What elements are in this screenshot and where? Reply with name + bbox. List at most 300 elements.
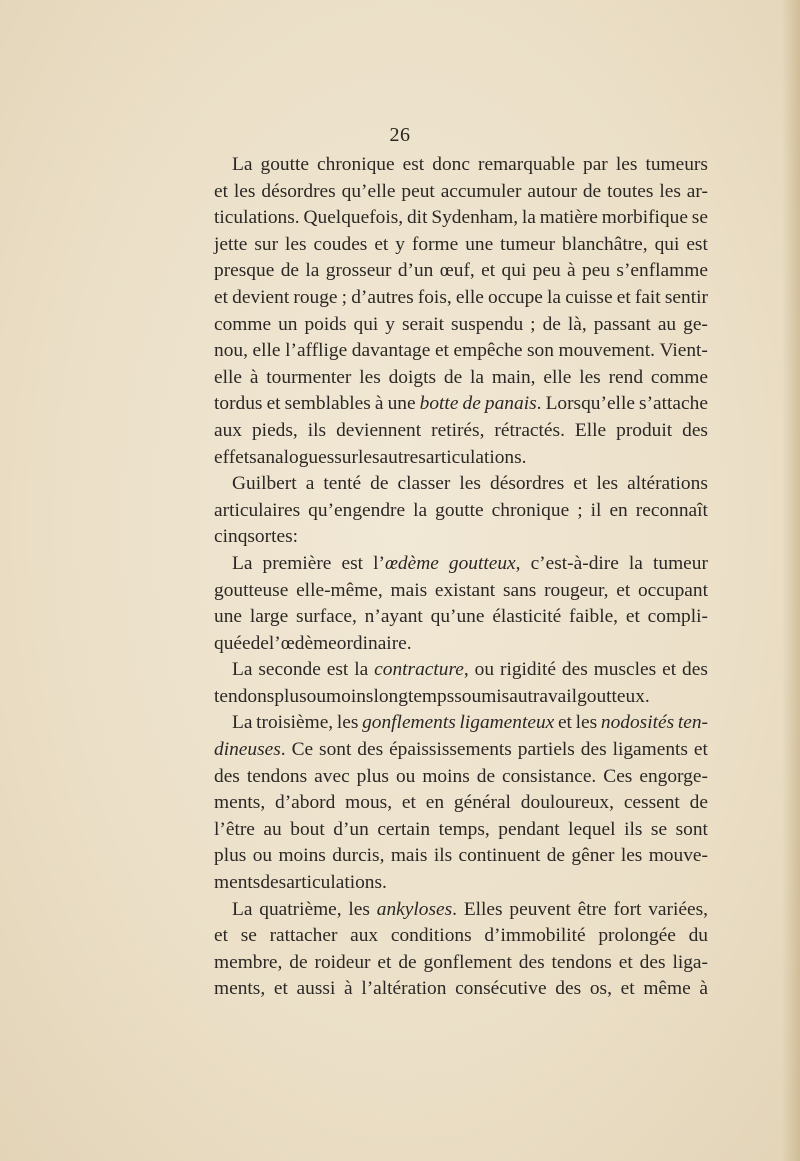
word: tendons (246, 765, 308, 787)
word: presque (214, 260, 275, 282)
word: par (583, 154, 608, 175)
word: les (575, 712, 598, 734)
word: désordres (490, 473, 565, 495)
word: de (689, 792, 708, 814)
word: tumeur (652, 552, 708, 574)
word: y (395, 233, 405, 255)
word: l’afflige (285, 340, 348, 362)
word: mais (390, 845, 428, 867)
word: se (650, 818, 668, 840)
text-line (214, 710, 708, 737)
text-line (214, 498, 708, 525)
word: ; (577, 499, 583, 521)
word: s’attache (639, 393, 708, 415)
text-line (214, 976, 708, 1003)
word: et (214, 286, 228, 308)
word: et (481, 260, 496, 282)
word: des (518, 951, 545, 973)
word: les (357, 446, 380, 468)
word: elle (543, 366, 572, 388)
word: l’œdème (373, 552, 439, 574)
word: au (263, 818, 282, 840)
word: gonflement (423, 951, 512, 973)
word: elle (455, 286, 484, 308)
word: poids (304, 313, 347, 335)
word: surface, (296, 606, 357, 628)
word: les (233, 180, 256, 202)
word: son (527, 340, 554, 362)
word: les (579, 366, 601, 388)
word: ments, (214, 792, 266, 814)
word: ils (624, 818, 643, 840)
word: tourmenter (266, 366, 352, 388)
word: et (616, 579, 631, 601)
text-line (214, 445, 708, 472)
word: au (509, 685, 528, 707)
word: des (682, 419, 708, 441)
word: comme (650, 366, 708, 388)
word: sur (254, 233, 279, 255)
word: goutteuse (214, 579, 289, 601)
text-line (214, 418, 708, 445)
word: la (305, 260, 320, 282)
word: rétractés. (494, 419, 565, 441)
word: accumuler (440, 180, 522, 202)
word: coudes (313, 233, 368, 255)
word: rouge (293, 286, 338, 308)
word: une (465, 233, 494, 255)
text-line (214, 365, 708, 392)
word: du (688, 925, 708, 947)
word: nodosités (600, 712, 675, 734)
word: rigidité (499, 659, 556, 681)
text-line (214, 524, 708, 551)
word: n’ayant (364, 606, 423, 628)
word: de (398, 951, 417, 973)
word: ligaments (612, 739, 688, 761)
word: les (285, 233, 307, 255)
word: d’autres (351, 286, 414, 308)
word: et (625, 606, 640, 628)
word: aussi (296, 978, 336, 1000)
word: au (657, 313, 677, 335)
word: et (273, 978, 288, 1000)
word: continuent (458, 845, 541, 867)
word: d’un (397, 260, 434, 282)
word: la (628, 552, 643, 574)
word: prolongée (598, 925, 676, 947)
word: : (292, 526, 299, 548)
word: peu (532, 260, 561, 282)
word: Ces (603, 765, 633, 787)
word: la (547, 286, 562, 308)
text-line (214, 152, 708, 179)
word: de (443, 366, 463, 388)
word: de (280, 260, 299, 282)
text-line (214, 471, 708, 498)
word: l’être (214, 818, 255, 840)
word: de (476, 765, 496, 787)
word: qui (353, 313, 379, 335)
text-line (214, 205, 708, 232)
word: ils (307, 419, 327, 441)
word: sur (334, 446, 358, 468)
word: troisième, (256, 712, 334, 734)
word: ge- (683, 313, 708, 335)
word: goutte (435, 499, 484, 521)
word: et (557, 712, 572, 734)
word: engorge- (639, 765, 708, 787)
word: contracture, (374, 659, 469, 681)
word: une (214, 606, 242, 628)
word: empêche (453, 340, 523, 362)
word: qu’engendre (308, 499, 406, 521)
word: lequel (568, 818, 616, 840)
word: de (250, 632, 269, 654)
text-line (214, 843, 708, 870)
word: fait (634, 286, 661, 308)
word: blanchâtre, (562, 233, 648, 255)
text-line (214, 631, 708, 658)
word: rend (608, 366, 644, 388)
word: moins (278, 845, 326, 867)
word: Guilbert (232, 473, 297, 495)
word: qu’elle (341, 180, 396, 202)
text-line (214, 604, 708, 631)
word: est (326, 659, 349, 681)
text-line (214, 551, 708, 578)
word: et (618, 951, 633, 973)
word: et (616, 286, 631, 308)
word: La (232, 659, 253, 681)
word: qui (501, 260, 527, 282)
word: matière (539, 207, 598, 229)
word: existant (434, 579, 496, 601)
word: à (249, 366, 259, 388)
word: tordus (214, 393, 263, 415)
word: compli- (647, 606, 708, 628)
word: mous, (345, 792, 393, 814)
word: serait (401, 313, 444, 335)
word: et (573, 473, 588, 495)
word: mais (390, 579, 428, 601)
word: bout (290, 818, 325, 840)
word: botte (419, 393, 459, 415)
word: travail (527, 685, 578, 707)
word: et (401, 792, 416, 814)
word: effets (214, 446, 257, 468)
word: chronique (317, 154, 395, 175)
text-line (214, 950, 708, 977)
word: d’immobilité (484, 925, 586, 947)
word: ligamenteux (459, 712, 555, 734)
word: première (262, 552, 332, 574)
word: semblables (284, 393, 371, 415)
word: main, (491, 366, 536, 388)
word: grosseur (325, 260, 392, 282)
page-edge-shadow (782, 0, 800, 1161)
word: dineuses. (214, 739, 286, 761)
word: moins (422, 765, 470, 787)
word: articulations. (286, 872, 387, 894)
word: et (377, 951, 392, 973)
word: quatrième, (259, 898, 342, 920)
word: à (344, 978, 353, 1000)
word: toutes (607, 180, 654, 202)
word: ticulations. (214, 207, 300, 229)
word: altérations (627, 473, 708, 495)
word: plus (214, 845, 247, 867)
word: sont (319, 739, 352, 761)
word: ; (530, 313, 536, 335)
word: général (453, 792, 511, 814)
word: partiels (517, 739, 575, 761)
word: membre, (214, 951, 283, 973)
word: de (462, 393, 481, 415)
text-line (214, 923, 708, 950)
word: La (232, 712, 253, 734)
word: nou, (214, 340, 248, 362)
word: articulations. (425, 446, 527, 468)
word: les (348, 898, 370, 920)
word: il (590, 499, 602, 521)
word: retirés, (431, 419, 485, 441)
word: qui (654, 233, 680, 255)
word: ments, (214, 978, 266, 1000)
word: les (336, 712, 359, 734)
word: tumeur (500, 233, 556, 255)
word: Lorsqu’elle (545, 393, 635, 415)
word: se (240, 925, 257, 947)
word: consistance. (502, 765, 597, 787)
word: panais. (484, 393, 542, 415)
word: davantage (351, 340, 431, 362)
word: La (232, 552, 253, 574)
text-line (214, 232, 708, 259)
text-line (214, 684, 708, 711)
word: les (596, 473, 619, 495)
word: Sydenham, (431, 207, 519, 229)
word: mouvement. (558, 340, 655, 362)
word: c’est-à-dire (530, 552, 619, 574)
word: sont (675, 818, 708, 840)
word: et (374, 233, 389, 255)
word: sans (502, 579, 537, 601)
word: chronique (491, 499, 570, 521)
word: avec (314, 765, 350, 787)
word: goutteux. (577, 685, 650, 707)
word: large (249, 606, 289, 628)
word: jette (214, 233, 248, 255)
word: conditions (390, 925, 472, 947)
word: une (387, 393, 416, 415)
word: moins (326, 685, 374, 707)
word: tendons (551, 951, 612, 973)
word: des (682, 659, 708, 681)
word: Vient- (659, 340, 708, 362)
word: gêner (571, 845, 615, 867)
text-line (214, 285, 708, 312)
word: désordres (261, 180, 336, 202)
word: d’un (333, 818, 369, 840)
word: cessent (623, 792, 680, 814)
word: muscles (593, 659, 657, 681)
word: l’œdème (268, 632, 337, 654)
word: et (214, 925, 228, 947)
word: reconnaît (635, 499, 708, 521)
text-line (214, 764, 708, 791)
word: aux (214, 419, 242, 441)
word: classer (397, 473, 451, 495)
word: ou (395, 765, 416, 787)
word: durcis, (332, 845, 385, 867)
word: tumeurs (645, 154, 708, 175)
text-line (214, 179, 708, 206)
word: pendant (498, 818, 560, 840)
word: les (659, 180, 681, 202)
word: de (546, 845, 566, 867)
word: de (370, 473, 389, 495)
word: occupant (637, 579, 708, 601)
word: temps, (438, 818, 490, 840)
word: ou (252, 845, 273, 867)
word: pieds, (251, 419, 298, 441)
word: des (561, 659, 588, 681)
word: élasticité (492, 606, 562, 628)
word: être (577, 898, 607, 920)
word: os, (589, 978, 612, 1000)
word: ; (341, 286, 348, 308)
word: des (357, 739, 384, 761)
word: ordinaire. (336, 632, 412, 654)
word: consécutive (455, 978, 547, 1000)
word: ils (433, 845, 453, 867)
text-line (214, 897, 708, 924)
word: certain (377, 818, 431, 840)
page-number: 26 (389, 124, 411, 146)
word: soumis (454, 685, 510, 707)
word: peu (582, 260, 611, 282)
word: les (620, 845, 643, 867)
word: La (232, 898, 253, 920)
word: à (699, 978, 708, 1000)
word: les (615, 154, 638, 175)
word: goutte (260, 154, 309, 175)
text-line (214, 312, 708, 339)
word: les (359, 366, 381, 388)
word: en (425, 792, 445, 814)
text-line (214, 391, 708, 418)
word: des (580, 739, 607, 761)
word: plus (356, 765, 389, 787)
word: ments (214, 872, 261, 894)
word: peuvent (509, 898, 571, 920)
word: des (214, 765, 240, 787)
word: douloureux, (520, 792, 614, 814)
word: s’enflamme (616, 260, 708, 282)
word: à (374, 393, 384, 415)
word: la (413, 499, 428, 521)
word: autour (527, 180, 577, 202)
word: y (385, 313, 395, 335)
word: suspendu (450, 313, 524, 335)
word: La (232, 154, 253, 175)
text-line (214, 817, 708, 844)
word: Quelquefois, (303, 207, 404, 229)
word: plus (274, 685, 307, 707)
word: ou (474, 659, 495, 681)
word: épaississements (389, 739, 512, 761)
word: comme (214, 313, 272, 335)
word: ar- (686, 180, 708, 202)
word: en (609, 499, 628, 521)
word: la (470, 366, 485, 388)
text-line (214, 737, 708, 764)
word: aux (350, 925, 379, 947)
word: est (402, 154, 425, 175)
word: Elles (463, 898, 503, 920)
text-line (214, 258, 708, 285)
word: gonflements (362, 712, 456, 734)
word: fois, (417, 286, 452, 308)
text-line (214, 657, 708, 684)
word: forme (411, 233, 459, 255)
text-line (214, 870, 708, 897)
word: de (582, 180, 602, 202)
word: occupe (488, 286, 543, 308)
word: est (341, 552, 364, 574)
word: remarquable (478, 154, 575, 175)
word: même (643, 978, 691, 1000)
word: un (278, 313, 298, 335)
word: quée (214, 632, 251, 654)
word: œuf, (439, 260, 475, 282)
word: faible, (569, 606, 619, 628)
word: des (555, 978, 582, 1000)
word: rougeur, (544, 579, 609, 601)
word: fort (613, 898, 642, 920)
word: et (693, 739, 708, 761)
word: a (305, 473, 315, 495)
text-line (214, 578, 708, 605)
word: les (459, 473, 481, 495)
word: à (567, 260, 576, 282)
word: goutteux, (448, 552, 521, 574)
word: sentir (664, 286, 708, 308)
word: là, (567, 313, 587, 335)
word: Elle (574, 419, 607, 441)
word: mouve- (648, 845, 708, 867)
word: devient (232, 286, 290, 308)
word: d’abord (275, 792, 336, 814)
word: passant (593, 313, 651, 335)
word: et (620, 978, 635, 1000)
word: doigts (388, 366, 437, 388)
word: de (289, 951, 308, 973)
word: cinq (214, 526, 248, 548)
word: elle (252, 340, 281, 362)
word: longtemps (373, 685, 455, 707)
word: tenté (323, 473, 362, 495)
text-line (214, 338, 708, 365)
word: variées, (648, 898, 708, 920)
word: seconde (258, 659, 321, 681)
word: la (521, 207, 536, 229)
word: et (214, 180, 228, 202)
word: est (686, 233, 708, 255)
word: la (354, 659, 369, 681)
word: ten- (677, 712, 708, 734)
